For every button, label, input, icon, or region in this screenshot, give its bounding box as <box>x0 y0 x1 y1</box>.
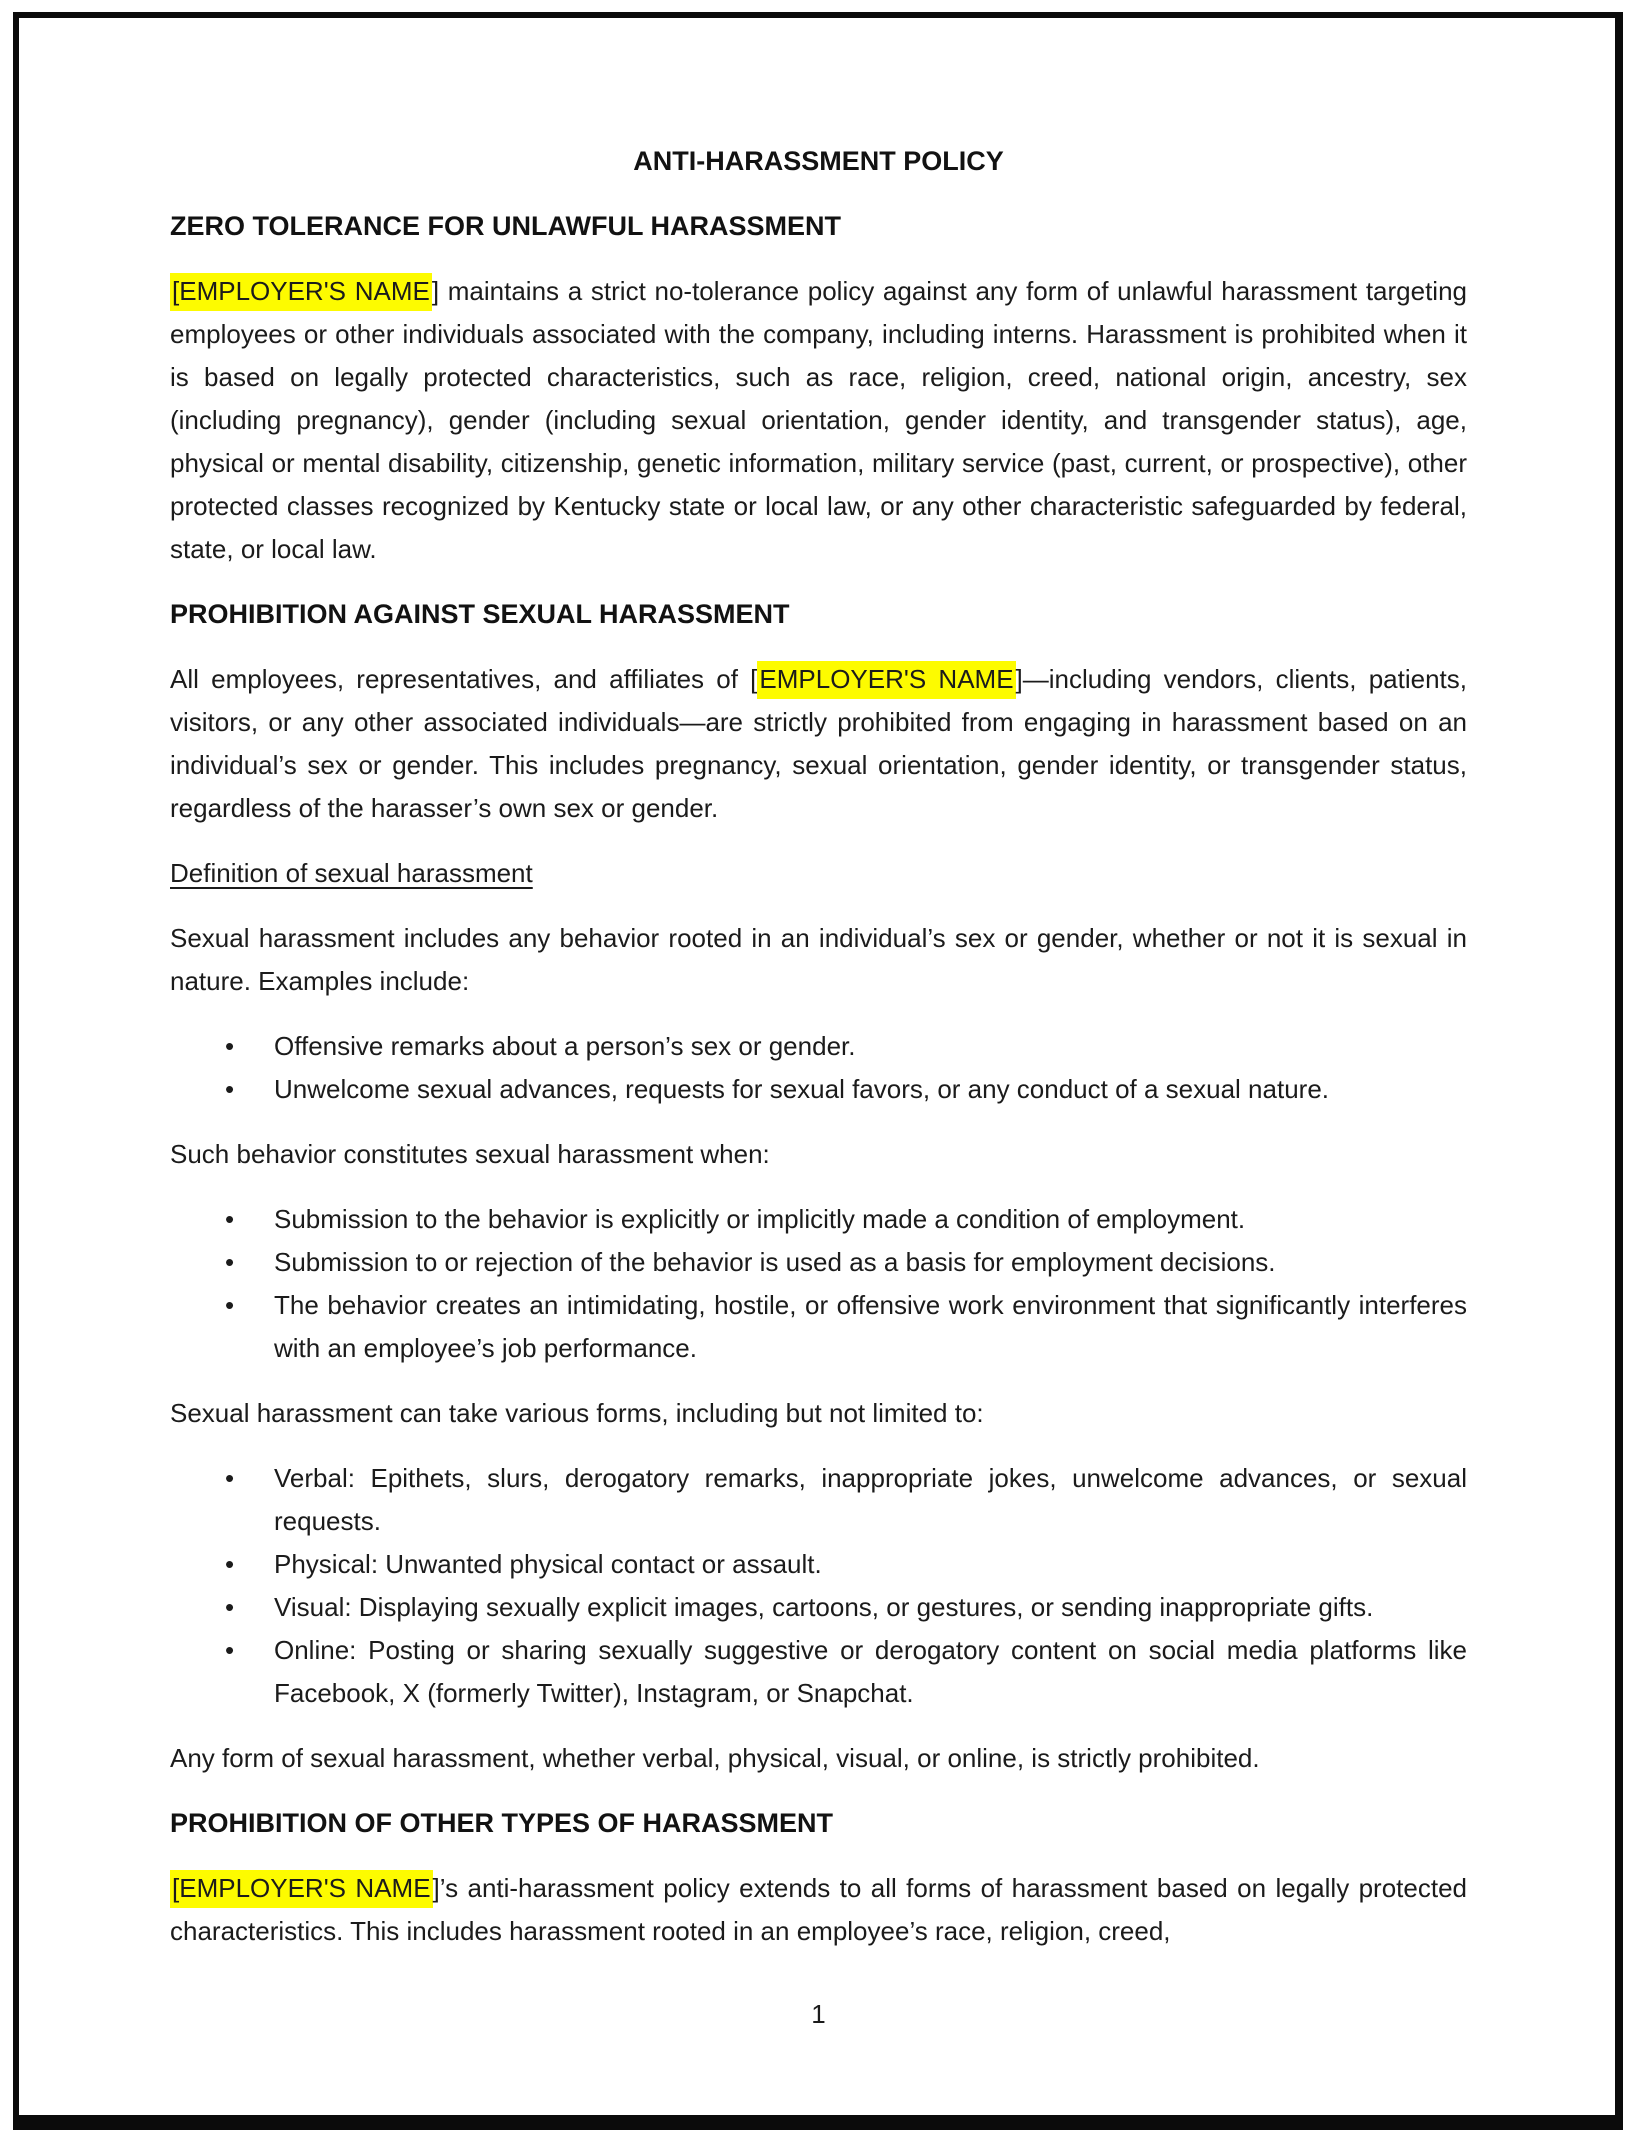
employer-name-placeholder: EMPLOYER'S NAME <box>757 661 1015 699</box>
paragraph-text: ] maintains a strict no-tolerance policy against any form of unlawful harassment targeting employees or other individuals associated with the company, including interns. Harassment is prohibited when it is based on legally protected characteristics, such as race, religion, creed, national origin, ancestry, sex (including pregnancy), gender (including sexual orientation, gender identity, and transgender status), age, physical or mental disability, citizenship, genetic information, military service (past, current, or prospective), other protected classes recognized by Kentucky state or local law, or any other characteristic safeguarded by federal, state, or local law. <box>170 276 1468 564</box>
list-item: • Visual: Displaying sexually explicit images, cartoons, or gestures, or sending inappropriate gifts. <box>274 1586 1467 1629</box>
list-item: • Unwelcome sexual advances, requests for sexual favors, or any conduct of a sexual nature. <box>274 1068 1467 1111</box>
paragraph-forms-intro: Sexual harassment can take various forms, including but not limited to: <box>170 1398 984 1428</box>
paragraph-any-form: Any form of sexual harassment, whether verbal, physical, visual, or online, is strictly prohibited. <box>170 1743 1260 1773</box>
paragraph-other-harassment <box>170 1867 1467 1953</box>
employer-name-placeholder: [EMPLOYER'S NAME <box>170 273 432 311</box>
paragraph-sexual-harassment-scope <box>170 658 1467 830</box>
paragraph-zero-tolerance <box>170 270 1467 571</box>
list-item: • Submission to or rejection of the behavior is used as a basis for employment decisions. <box>274 1241 1467 1284</box>
paragraph-when-intro: Such behavior constitutes sexual harassment when: <box>170 1139 770 1169</box>
paragraph-text: All employees, representatives, and affiliates of [ <box>170 664 758 694</box>
subheading-text: Definition of sexual harassment <box>170 858 533 888</box>
bullet-list-examples <box>170 1025 1467 1111</box>
document-title: ANTI-HARASSMENT POLICY <box>633 146 1004 176</box>
list-item: • Physical: Unwanted physical contact or assault. <box>274 1543 1467 1586</box>
section-heading-other-harassment: PROHIBITION OF OTHER TYPES OF HARASSMENT <box>170 1808 834 1838</box>
section-heading-sexual-harassment: PROHIBITION AGAINST SEXUAL HARASSMENT <box>170 599 790 629</box>
list-item: • Offensive remarks about a person’s sex or gender. <box>274 1025 1467 1068</box>
bullet-list-forms <box>170 1457 1467 1715</box>
list-item: • The behavior creates an intimidating, hostile, or offensive work environment that significantly interferes with an employee’s job performance. <box>274 1284 1467 1370</box>
paragraph-definition: Sexual harassment includes any behavior rooted in an individual’s sex or gender, whether or not it is sexual in nature. Examples include: <box>170 923 1467 996</box>
list-item: • Submission to the behavior is explicitly or implicitly made a condition of employment. <box>274 1198 1467 1241</box>
paragraph-text: ]—including vendors, clients, patients, visitors, or any other associated individuals—are strictly prohibited from engaging in harassment based on an individual’s sex or gender. This includes pregnancy, sexual orientation, gender identity, or transgender status, regardless of the harasser’s own sex or gender. <box>170 664 1468 823</box>
employer-name-placeholder: [EMPLOYER'S NAME <box>170 1870 433 1908</box>
list-item: • Verbal: Epithets, slurs, derogatory remarks, inappropriate jokes, unwelcome advances, or sexual requests. <box>274 1457 1467 1543</box>
definition-subheading <box>170 852 1467 895</box>
bullet-list-conditions <box>170 1198 1467 1370</box>
page-number: 1 <box>811 1999 826 2029</box>
list-item: • Online: Posting or sharing sexually suggestive or derogatory content on social media platforms like Facebook, X (formerly Twitter), Instagram, or Snapchat. <box>274 1629 1467 1715</box>
section-heading-zero-tolerance: ZERO TOLERANCE FOR UNLAWFUL HARASSMENT <box>170 211 841 241</box>
paragraph-text: ]’s anti-harassment policy extends to all forms of harassment based on legally protected characteristics. This includes harassment rooted in an employee’s race, religion, creed, <box>170 1873 1468 1946</box>
